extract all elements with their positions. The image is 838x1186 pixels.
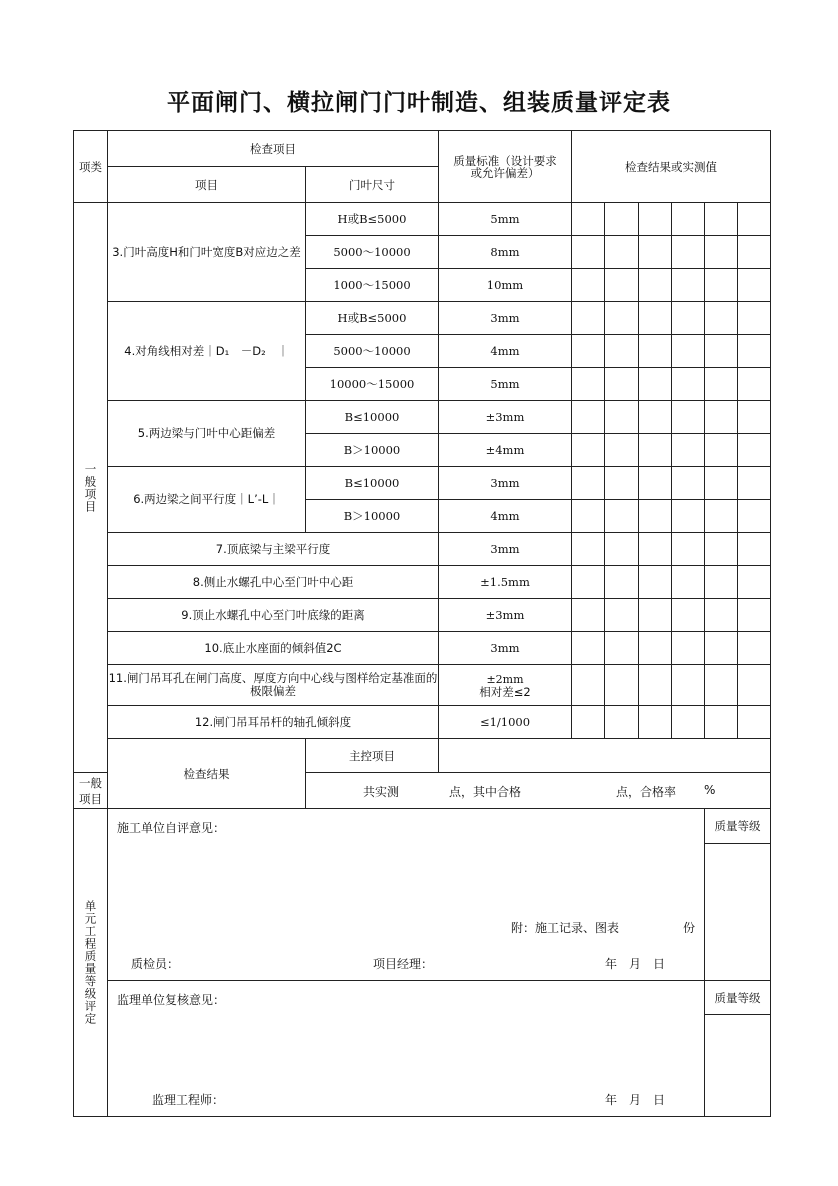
general-category-label: 一般项目 <box>74 203 108 773</box>
main-items-result[interactable] <box>439 739 771 773</box>
result-cell[interactable] <box>705 401 738 434</box>
result-cell[interactable] <box>705 566 738 599</box>
inspector-label: 质检员： <box>131 957 180 971</box>
percent-label: % <box>704 783 716 797</box>
measured-total-label: 共实测 <box>363 785 400 799</box>
result-cell[interactable] <box>572 566 605 599</box>
size-value: H或B≤5000 <box>306 203 439 236</box>
date-label-2: 年 月 日 <box>605 1093 666 1107</box>
standard-value: 3mm <box>439 533 572 566</box>
result-cell[interactable] <box>705 500 738 533</box>
standard-value: ±4mm <box>439 434 572 467</box>
standard-value: ≤1/1000 <box>439 706 572 739</box>
result-cell[interactable] <box>572 533 605 566</box>
standard-value: 3mm <box>439 467 572 500</box>
result-cell[interactable] <box>738 467 771 500</box>
result-cell[interactable] <box>705 335 738 368</box>
attachment-label: 附：施工记录、图表 <box>511 921 620 935</box>
result-cell[interactable] <box>605 599 639 632</box>
result-cell[interactable] <box>572 203 605 236</box>
result-cell[interactable] <box>672 706 705 739</box>
header-standard: 质量标准（设计要求 或允许偏差） <box>439 131 572 203</box>
result-cell[interactable] <box>639 500 672 533</box>
qualified-label: 点，其中合格 <box>449 785 522 799</box>
result-cell[interactable] <box>572 467 605 500</box>
result-cell[interactable] <box>672 368 705 401</box>
result-cell[interactable] <box>672 500 705 533</box>
result-cell[interactable] <box>605 500 639 533</box>
result-cell[interactable] <box>572 368 605 401</box>
result-cell[interactable] <box>672 533 705 566</box>
result-cell[interactable] <box>705 368 738 401</box>
result-section-label: 检查结果 <box>108 739 306 809</box>
standard-value: 10mm <box>439 269 572 302</box>
evaluation-label: 单元工程质量等级评定 <box>74 809 108 1117</box>
result-cell[interactable] <box>572 302 605 335</box>
result-cell[interactable] <box>605 706 639 739</box>
quality-grade-value[interactable] <box>705 844 771 981</box>
result-cell[interactable] <box>605 401 639 434</box>
result-cell[interactable] <box>639 706 672 739</box>
supervisor-opinion-label: 监理单位复核意见： <box>117 993 226 1007</box>
result-cell[interactable] <box>705 236 738 269</box>
standard-value: ±1.5mm <box>439 566 572 599</box>
result-cell[interactable] <box>672 269 705 302</box>
result-cell[interactable] <box>738 401 771 434</box>
result-cell[interactable] <box>605 467 639 500</box>
date-label: 年 月 日 <box>605 957 666 971</box>
result-cell[interactable] <box>639 566 672 599</box>
result-cell[interactable] <box>639 401 672 434</box>
result-cell[interactable] <box>672 203 705 236</box>
standard-value: ±3mm <box>439 599 572 632</box>
size-value: H或B≤5000 <box>306 302 439 335</box>
result-cell[interactable] <box>738 533 771 566</box>
result-cell[interactable] <box>738 269 771 302</box>
standard-value: ±2mm 相对差≤2 <box>439 665 572 706</box>
item-label: 8.侧止水螺孔中心至门叶中心距 <box>108 566 439 599</box>
header-category: 项类 <box>74 131 108 203</box>
contractor-opinion-label: 施工单位自评意见： <box>117 821 226 835</box>
result-cell[interactable] <box>639 632 672 665</box>
standard-value: 3mm <box>439 302 572 335</box>
form-title: 平面闸门、横拉闸门门叶制造、组装质量评定表 <box>167 90 671 116</box>
result-cell[interactable] <box>639 269 672 302</box>
item-label: 12.闸门吊耳吊杆的轴孔倾斜度 <box>108 706 439 739</box>
result-cell[interactable] <box>672 632 705 665</box>
result-cell[interactable] <box>672 665 705 706</box>
result-cell[interactable] <box>705 467 738 500</box>
result-cell[interactable] <box>738 302 771 335</box>
result-cell[interactable] <box>572 335 605 368</box>
result-cell[interactable] <box>639 368 672 401</box>
result-cell[interactable] <box>572 599 605 632</box>
size-value: 5000～10000 <box>306 236 439 269</box>
quality-grade-value-2[interactable] <box>705 1015 771 1117</box>
item-label: 11.闸门吊耳孔在闸门高度、厚度方向中心线与图样给定基准面的极限偏差 <box>108 665 439 706</box>
size-value: B≤10000 <box>306 467 439 500</box>
header-check-items: 检查项目 <box>108 131 439 167</box>
result-cell[interactable] <box>705 632 738 665</box>
result-cell[interactable] <box>605 632 639 665</box>
result-cell[interactable] <box>572 269 605 302</box>
size-value: 10000～15000 <box>306 368 439 401</box>
general-items-result[interactable] <box>306 773 771 809</box>
result-cell[interactable] <box>738 632 771 665</box>
result-cell[interactable] <box>705 533 738 566</box>
result-cell[interactable] <box>672 335 705 368</box>
result-cell[interactable] <box>738 335 771 368</box>
main-items-label: 主控项目 <box>306 739 439 773</box>
result-cell[interactable] <box>738 203 771 236</box>
standard-value: 5mm <box>439 203 572 236</box>
result-cell[interactable] <box>605 533 639 566</box>
result-cell[interactable] <box>639 434 672 467</box>
result-cell[interactable] <box>738 566 771 599</box>
result-cell[interactable] <box>705 434 738 467</box>
contractor-opinion-area[interactable] <box>108 809 705 981</box>
result-cell[interactable] <box>672 401 705 434</box>
result-cell[interactable] <box>738 665 771 706</box>
result-cell[interactable] <box>605 236 639 269</box>
result-cell[interactable] <box>605 665 639 706</box>
header-results: 检查结果或实测值 <box>572 131 771 203</box>
result-cell[interactable] <box>738 500 771 533</box>
general-items-label: 一般项目 <box>74 773 108 809</box>
result-cell[interactable] <box>738 434 771 467</box>
result-cell[interactable] <box>605 368 639 401</box>
copies-label: 份 <box>683 921 696 935</box>
standard-value: ±3mm <box>439 401 572 434</box>
rate-label: 点，合格率 <box>616 785 677 799</box>
result-cell[interactable] <box>605 302 639 335</box>
result-cell[interactable] <box>639 467 672 500</box>
result-cell[interactable] <box>639 302 672 335</box>
size-value: 5000～10000 <box>306 335 439 368</box>
result-cell[interactable] <box>572 665 605 706</box>
result-cell[interactable] <box>572 632 605 665</box>
project-manager-label: 项目经理： <box>373 957 434 971</box>
item-label: 7.顶底梁与主梁平行度 <box>108 533 439 566</box>
result-cell[interactable] <box>639 533 672 566</box>
quality-grade-label: 质量等级 <box>705 809 771 844</box>
result-cell[interactable] <box>705 203 738 236</box>
result-cell[interactable] <box>738 368 771 401</box>
size-value: B＞10000 <box>306 500 439 533</box>
standard-value: 8mm <box>439 236 572 269</box>
size-value: B＞10000 <box>306 434 439 467</box>
result-cell[interactable] <box>738 599 771 632</box>
quality-evaluation-table <box>73 130 771 1117</box>
item-label: 5.两边梁与门叶中心距偏差 <box>108 401 306 467</box>
result-cell[interactable] <box>572 434 605 467</box>
result-cell[interactable] <box>605 566 639 599</box>
header-item: 项目 <box>108 167 306 203</box>
item-label: 4.对角线相对差｜D₁ －D₂ ｜ <box>108 302 306 401</box>
result-cell[interactable] <box>705 302 738 335</box>
result-cell[interactable] <box>572 706 605 739</box>
standard-value: 3mm <box>439 632 572 665</box>
size-value: B≤10000 <box>306 401 439 434</box>
result-cell[interactable] <box>572 236 605 269</box>
result-cell[interactable] <box>639 203 672 236</box>
item-label: 10.底止水座面的倾斜值2C <box>108 632 439 665</box>
result-cell[interactable] <box>572 401 605 434</box>
result-cell[interactable] <box>738 236 771 269</box>
result-cell[interactable] <box>705 665 738 706</box>
header-leaf-size: 门叶尺寸 <box>306 167 439 203</box>
result-cell[interactable] <box>705 269 738 302</box>
result-cell[interactable] <box>639 335 672 368</box>
supervisor-opinion-area[interactable] <box>108 981 705 1117</box>
supervisor-engineer-label: 监理工程师： <box>152 1093 225 1107</box>
result-cell[interactable] <box>605 269 639 302</box>
result-cell[interactable] <box>672 434 705 467</box>
result-cell[interactable] <box>705 599 738 632</box>
result-cell[interactable] <box>672 302 705 335</box>
size-value: 1000～15000 <box>306 269 439 302</box>
result-cell[interactable] <box>605 203 639 236</box>
result-cell[interactable] <box>672 566 705 599</box>
standard-value: 4mm <box>439 500 572 533</box>
item-label: 9.顶止水螺孔中心至门叶底缘的距离 <box>108 599 439 632</box>
standard-value: 5mm <box>439 368 572 401</box>
result-cell[interactable] <box>639 599 672 632</box>
quality-grade-label-2: 质量等级 <box>705 981 771 1015</box>
result-cell[interactable] <box>605 434 639 467</box>
result-cell[interactable] <box>639 665 672 706</box>
result-cell[interactable] <box>639 236 672 269</box>
result-cell[interactable] <box>738 706 771 739</box>
item-label: 6.两边梁之间平行度｜L’-L｜ <box>108 467 306 533</box>
result-cell[interactable] <box>605 335 639 368</box>
standard-value: 4mm <box>439 335 572 368</box>
result-cell[interactable] <box>572 500 605 533</box>
item-label: 3.门叶高度H和门叶宽度B对应边之差 <box>108 203 306 302</box>
result-cell[interactable] <box>672 599 705 632</box>
result-cell[interactable] <box>672 467 705 500</box>
result-cell[interactable] <box>672 236 705 269</box>
result-cell[interactable] <box>705 706 738 739</box>
